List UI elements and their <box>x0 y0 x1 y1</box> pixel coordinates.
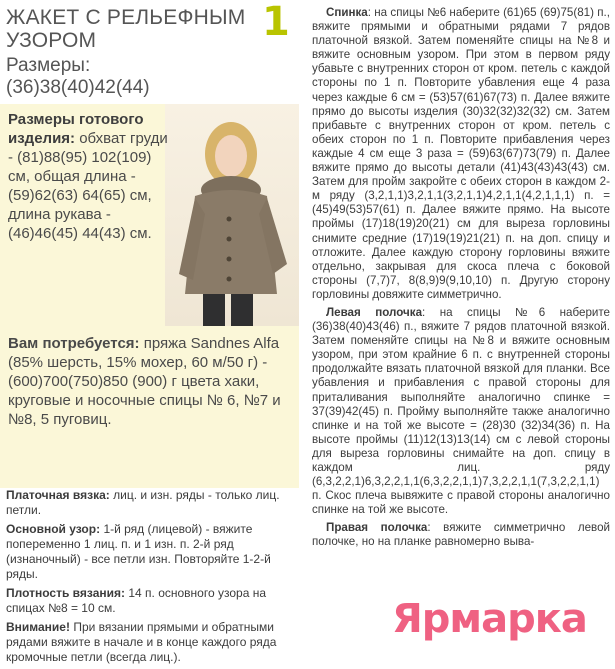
instructions-column <box>312 6 610 554</box>
model-image <box>165 104 299 326</box>
back-label: Спинка <box>326 6 368 19</box>
left-front-label: Левая полочка <box>326 305 423 319</box>
measurements-text: обхват груди - (81)88(95) 102(109) см, общая длина - (59)62(63) 64(65) см, длина рукава - (46)46(45) 44(43) см. <box>8 130 168 242</box>
sizes-value: (36)38(40)42(44) <box>6 77 150 98</box>
right-front-label: Правая полочка <box>326 521 428 535</box>
pattern-number: 1 <box>262 0 290 45</box>
right-front-text: : вяжите симметрично левой полочке, но на планке равномерно выва- <box>312 521 610 549</box>
stitch-instructions <box>6 488 298 669</box>
main-pattern-text: 1-й ряд (лицевой) - вяжите попеременно 1 лиц. п. и 1 изн. п. 2-й ряд (изнаночный) - все петли изн. Повторяйте 1-2-й ряды. <box>6 522 271 581</box>
garment-photo <box>165 104 299 326</box>
materials-heading: Вам потребуется: <box>8 335 140 352</box>
measurements-heading: Размеры готового изделия <box>8 111 144 147</box>
gauge-label: Плотность вязания: <box>6 586 126 600</box>
garter-text: лиц. и изн. ряды - только лиц. петли. <box>6 488 280 517</box>
materials-text: пряжа Sandnes Alfa (85% шерсть, 15% мохер, 60 м/50 г) - (600)700(750)850 (900) г цвета хаки, круговые и носочные спицы № 6, №7 и №8, 5 пуговиц. <box>8 335 281 428</box>
sizes-label: Размеры: <box>6 55 91 76</box>
main-pattern-label: Основной узор: <box>6 522 101 536</box>
note-text: При вязании прямыми и обратными рядами вяжите в начале и в конце каждого ряда кромочные петли (всегда лиц.). <box>6 620 277 664</box>
page-title: ЖАКЕТ С РЕЛЬЕФНЫМ УЗОРОМ <box>6 6 246 52</box>
materials-block <box>8 334 294 429</box>
garter-label: Платочная вязка: <box>6 488 110 502</box>
gauge-text: 14 п. основного узора на спицах №8 = 10 см. <box>6 586 267 615</box>
note-label: Внимание! <box>6 620 70 634</box>
measurements-block: Размеры готового изделия: обхват груди - (81)88(95) 102(109) см, общая длина - (59)62(63) 64(65) см, длина рукава - (46)46(45) 44(43) см. <box>8 111 168 242</box>
left-front-text: : на спицы №6 наберите (36)38(40)43(46) п., вяжите 7 рядов платочной вязкой. Затем поменяйте спицы на №8 и вяжите основным узором, при этом крайние 6 п. с внутренней стороны продолжайте вязать платочной вязкой для планки. Все убавления и прибавления с правой стороны для приталивания выполняйте аналогично спинке = 37(39)42(45) п. Пройму выполняйте также аналогично спинке и на той же высоте = (28)30 (32)34(36) п. На высоте проймы (11)12(13)13(14) см с левой стороны для выреза горловины снимайте на доп. спицу в каждом лиц. ряду (6,3,2,2,1)6,3,2,2,1,1(6,3,2,2,1,1)7,3,2,2,1,1(7,3,2,2,1,1) п. Скос плеча вывяжите с правой стороны аналогично спинке на той же высоте. <box>312 305 610 517</box>
watermark-logo: Ярмарка <box>392 596 587 642</box>
back-text: : на спицы №6 наберите (61)65 (69)75(81) п., вяжите прямыми и обратными рядами 7 рядов платочной вязкой. Затем поменяйте спицы на №8 и вяжите основным узором. При этом в первом ряду убавьте с внутренних сторон от кром. петель с каждой стороны по 1 п. Повторите убавления еще 4 раза через каждые 6 см = (53)57(61)67(73) п. Далее вяжите прямо до высоты изделия (30)32(32)32(32) см. Затем прибавьте с внутренних сторон от кром. петель с обеих сторон по 1 п. Повторите прибавления через каждые 4 см еще 3 раза = (59)63(67)73(79) п. Далее вяжите прямо до высоты детали (41)43(43)43(43) см. Затем для пройм закройте с обеих сторон в каждом 2-м ряду (3,2,1,1)3,2,1,1(3,2,1,1)4,2,1,1(4,2,1,1,1) п. = (45)49(53)57(61) п. Далее вяжите прямо. На высоте проймы (17)18(19)20(21) см для выреза горловины снимите средние (17)19(19)21(21) п. на доп. спицу и отложите. Далее каждую сторону горловины вяжите отдельно, закрывая для скоса плеча с боковой стороны (7,7)7, 8(8,9)9(9,10,10) п. Другую сторону горловины довяжите симметрично. <box>312 6 610 301</box>
